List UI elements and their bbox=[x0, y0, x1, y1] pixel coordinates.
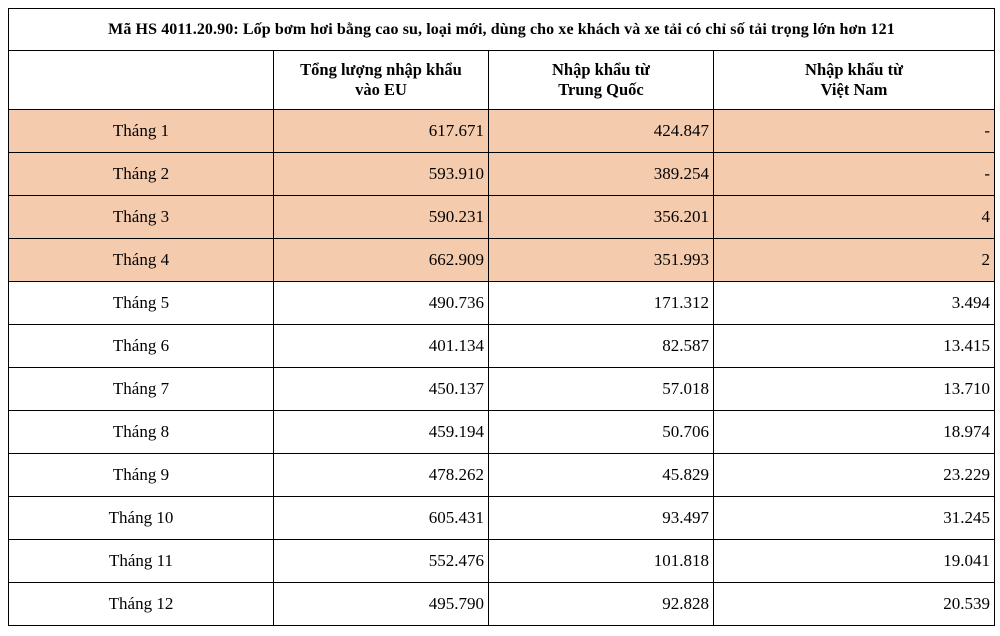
header-china-line2: Trung Quốc bbox=[558, 80, 644, 99]
eu-total-cell: 590.231 bbox=[274, 196, 489, 239]
import-table bbox=[8, 8, 995, 626]
table-title: Mã HS 4011.20.90: Lốp bơm hơi bằng cao su, loại mới, dùng cho xe khách và xe tải có chỉ số tải trọng lớn hơn 121 bbox=[9, 9, 995, 51]
month-cell: Tháng 8 bbox=[9, 411, 274, 454]
month-cell: Tháng 11 bbox=[9, 540, 274, 583]
table-row bbox=[9, 454, 995, 497]
eu-total-cell: 593.910 bbox=[274, 153, 489, 196]
china-import-cell: 92.828 bbox=[489, 583, 714, 626]
import-table-container bbox=[8, 8, 994, 626]
table-row bbox=[9, 540, 995, 583]
eu-total-cell: 478.262 bbox=[274, 454, 489, 497]
header-china bbox=[489, 51, 714, 110]
vietnam-import-cell: 2 bbox=[714, 239, 995, 282]
month-cell: Tháng 10 bbox=[9, 497, 274, 540]
china-import-cell: 93.497 bbox=[489, 497, 714, 540]
eu-total-cell: 459.194 bbox=[274, 411, 489, 454]
vietnam-import-cell: 4 bbox=[714, 196, 995, 239]
eu-total-cell: 552.476 bbox=[274, 540, 489, 583]
header-month bbox=[9, 51, 274, 110]
header-eu-total bbox=[274, 51, 489, 110]
eu-total-cell: 401.134 bbox=[274, 325, 489, 368]
eu-total-cell: 495.790 bbox=[274, 583, 489, 626]
table-row bbox=[9, 583, 995, 626]
table-row bbox=[9, 325, 995, 368]
table-row bbox=[9, 282, 995, 325]
china-import-cell: 45.829 bbox=[489, 454, 714, 497]
month-cell: Tháng 7 bbox=[9, 368, 274, 411]
eu-total-cell: 490.736 bbox=[274, 282, 489, 325]
china-import-cell: 101.818 bbox=[489, 540, 714, 583]
header-eu-total-line2: vào EU bbox=[355, 80, 407, 99]
table-row bbox=[9, 153, 995, 196]
table-body bbox=[9, 110, 995, 626]
table-row bbox=[9, 368, 995, 411]
header-vietnam-line2: Việt Nam bbox=[820, 80, 888, 99]
vietnam-import-cell: - bbox=[714, 153, 995, 196]
month-cell: Tháng 3 bbox=[9, 196, 274, 239]
table-row bbox=[9, 497, 995, 540]
table-row bbox=[9, 239, 995, 282]
month-cell: Tháng 6 bbox=[9, 325, 274, 368]
month-cell: Tháng 2 bbox=[9, 153, 274, 196]
vietnam-import-cell: 20.539 bbox=[714, 583, 995, 626]
eu-total-cell: 617.671 bbox=[274, 110, 489, 153]
table-row bbox=[9, 196, 995, 239]
china-import-cell: 82.587 bbox=[489, 325, 714, 368]
china-import-cell: 171.312 bbox=[489, 282, 714, 325]
table-row bbox=[9, 110, 995, 153]
vietnam-import-cell: - bbox=[714, 110, 995, 153]
month-cell: Tháng 9 bbox=[9, 454, 274, 497]
header-vietnam-line1: Nhập khẩu từ bbox=[805, 60, 903, 79]
vietnam-import-cell: 13.710 bbox=[714, 368, 995, 411]
vietnam-import-cell: 31.245 bbox=[714, 497, 995, 540]
china-import-cell: 356.201 bbox=[489, 196, 714, 239]
vietnam-import-cell: 13.415 bbox=[714, 325, 995, 368]
vietnam-import-cell: 3.494 bbox=[714, 282, 995, 325]
month-cell: Tháng 5 bbox=[9, 282, 274, 325]
vietnam-import-cell: 19.041 bbox=[714, 540, 995, 583]
vietnam-import-cell: 18.974 bbox=[714, 411, 995, 454]
eu-total-cell: 450.137 bbox=[274, 368, 489, 411]
china-import-cell: 424.847 bbox=[489, 110, 714, 153]
month-cell: Tháng 4 bbox=[9, 239, 274, 282]
china-import-cell: 389.254 bbox=[489, 153, 714, 196]
eu-total-cell: 662.909 bbox=[274, 239, 489, 282]
table-row bbox=[9, 411, 995, 454]
eu-total-cell: 605.431 bbox=[274, 497, 489, 540]
china-import-cell: 351.993 bbox=[489, 239, 714, 282]
header-eu-total-line1: Tổng lượng nhập khẩu bbox=[300, 60, 462, 79]
china-import-cell: 50.706 bbox=[489, 411, 714, 454]
vietnam-import-cell: 23.229 bbox=[714, 454, 995, 497]
month-cell: Tháng 12 bbox=[9, 583, 274, 626]
china-import-cell: 57.018 bbox=[489, 368, 714, 411]
header-china-line1: Nhập khẩu từ bbox=[552, 60, 650, 79]
month-cell: Tháng 1 bbox=[9, 110, 274, 153]
header-vietnam bbox=[714, 51, 995, 110]
